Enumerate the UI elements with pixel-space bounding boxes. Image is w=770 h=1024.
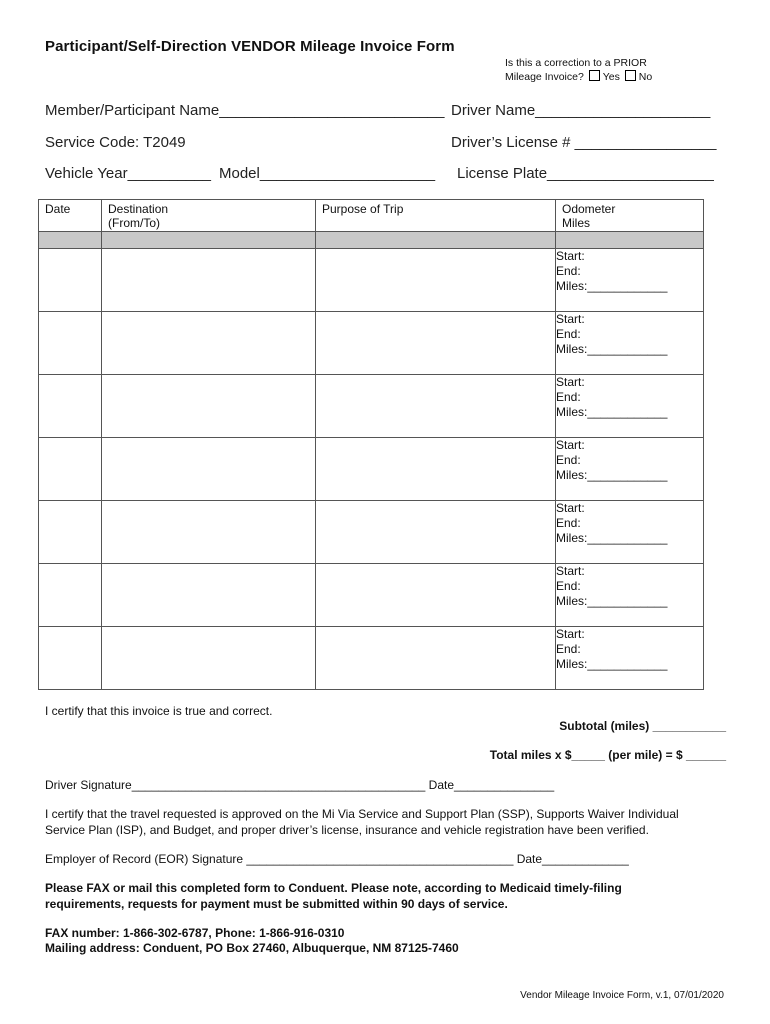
table-row [39,438,704,501]
table-row [39,249,704,312]
odometer-cell[interactable]: Start: End: Miles:____________ [556,627,704,690]
no-checkbox[interactable] [625,70,636,81]
mileage-log-table [38,199,704,690]
odometer-cell[interactable]: Start: End: Miles:____________ [556,438,704,501]
odometer-cell[interactable]: Start: End: Miles:____________ [556,501,704,564]
driver-signature-field[interactable]: Driver Signature____________________________________________ Date_______________ [45,778,555,792]
destination-cell[interactable] [102,627,316,690]
odometer-cell[interactable]: Start: End: Miles:____________ [556,312,704,375]
fax-number: FAX number: 1-866-302-6787, Phone: 1-866-916-0310 [45,926,345,940]
date-cell[interactable] [39,627,102,690]
purpose-cell[interactable] [316,249,556,312]
table-row [39,375,704,438]
date-cell[interactable] [39,312,102,375]
date-cell[interactable] [39,564,102,627]
odometer-cell[interactable]: Start: End: Miles:____________ [556,375,704,438]
correction-options [505,70,652,84]
table-row [39,312,704,375]
purpose-cell[interactable] [316,627,556,690]
odometer-header: Odometer Miles [556,200,704,232]
correction-question: Is this a correction to a PRIOR [505,57,647,69]
total-field[interactable]: Total miles x $_____ (per mile) = $ ______ [489,748,726,762]
table-row [39,501,704,564]
footer-version: Vendor Mileage Invoice Form, v.1, 07/01/2020 [520,990,724,1001]
purpose-cell[interactable] [316,312,556,375]
table-header-row [39,200,704,232]
odometer-cell[interactable]: Start: End: Miles:____________ [556,249,704,312]
destination-cell[interactable] [102,438,316,501]
model-field[interactable]: Model_____________________ [219,165,436,182]
certify-travel-line1: I certify that the travel requested is approved on the Mi Via Service and Support Plan (SSP), Supports Waiver Individual [45,807,679,821]
form-title: Participant/Self-Direction VENDOR Mileage Invoice Form [45,38,455,55]
notice-line2: requirements, requests for payment must be submitted within 90 days of service. [45,897,508,911]
destination-cell[interactable] [102,375,316,438]
destination-cell[interactable] [102,249,316,312]
destination-cell[interactable] [102,564,316,627]
driver-name-field[interactable]: Driver Name_____________________ [451,102,711,119]
mailing-address: Mailing address: Conduent, PO Box 27460, Albuquerque, NM 87125-7460 [45,941,459,955]
table-row [39,627,704,690]
date-header: Date [39,200,102,232]
destination-cell[interactable] [102,501,316,564]
destination-header: Destination (From/To) [102,200,316,232]
shaded-row [39,232,704,249]
date-cell[interactable] [39,249,102,312]
drivers-license-field[interactable]: Driver’s License # _________________ [451,134,717,151]
purpose-cell[interactable] [316,375,556,438]
date-cell[interactable] [39,501,102,564]
purpose-cell[interactable] [316,501,556,564]
purpose-cell[interactable] [316,438,556,501]
correction-question-line2: Mileage Invoice? [505,71,584,83]
date-cell[interactable] [39,438,102,501]
yes-checkbox[interactable] [589,70,600,81]
vehicle-year-field[interactable]: Vehicle Year__________ [45,165,211,182]
no-label: No [638,71,653,83]
purpose-header: Purpose of Trip [316,200,556,232]
subtotal-field[interactable]: Subtotal (miles) ___________ [559,719,726,733]
member-name-field[interactable]: Member/Participant Name___________________________ [45,102,445,119]
date-cell[interactable] [39,375,102,438]
odometer-cell[interactable]: Start: End: Miles:____________ [556,564,704,627]
purpose-cell[interactable] [316,564,556,627]
service-code-field: Service Code: T2049 [45,134,186,151]
license-plate-field[interactable]: License Plate____________________ [457,165,714,182]
yes-label: Yes [602,71,620,83]
certify-invoice-text: I certify that this invoice is true and correct. [45,704,273,718]
table-row [39,564,704,627]
eor-signature-field[interactable]: Employer of Record (EOR) Signature ________________________________________ Date_____________ [45,852,629,866]
destination-cell[interactable] [102,312,316,375]
certify-travel-line2: Service Plan (ISP), and Budget, and proper driver’s license, insurance and vehicle registration have been verified. [45,823,649,837]
notice-line1: Please FAX or mail this completed form to Conduent. Please note, according to Medicaid timely-filing [45,881,622,895]
